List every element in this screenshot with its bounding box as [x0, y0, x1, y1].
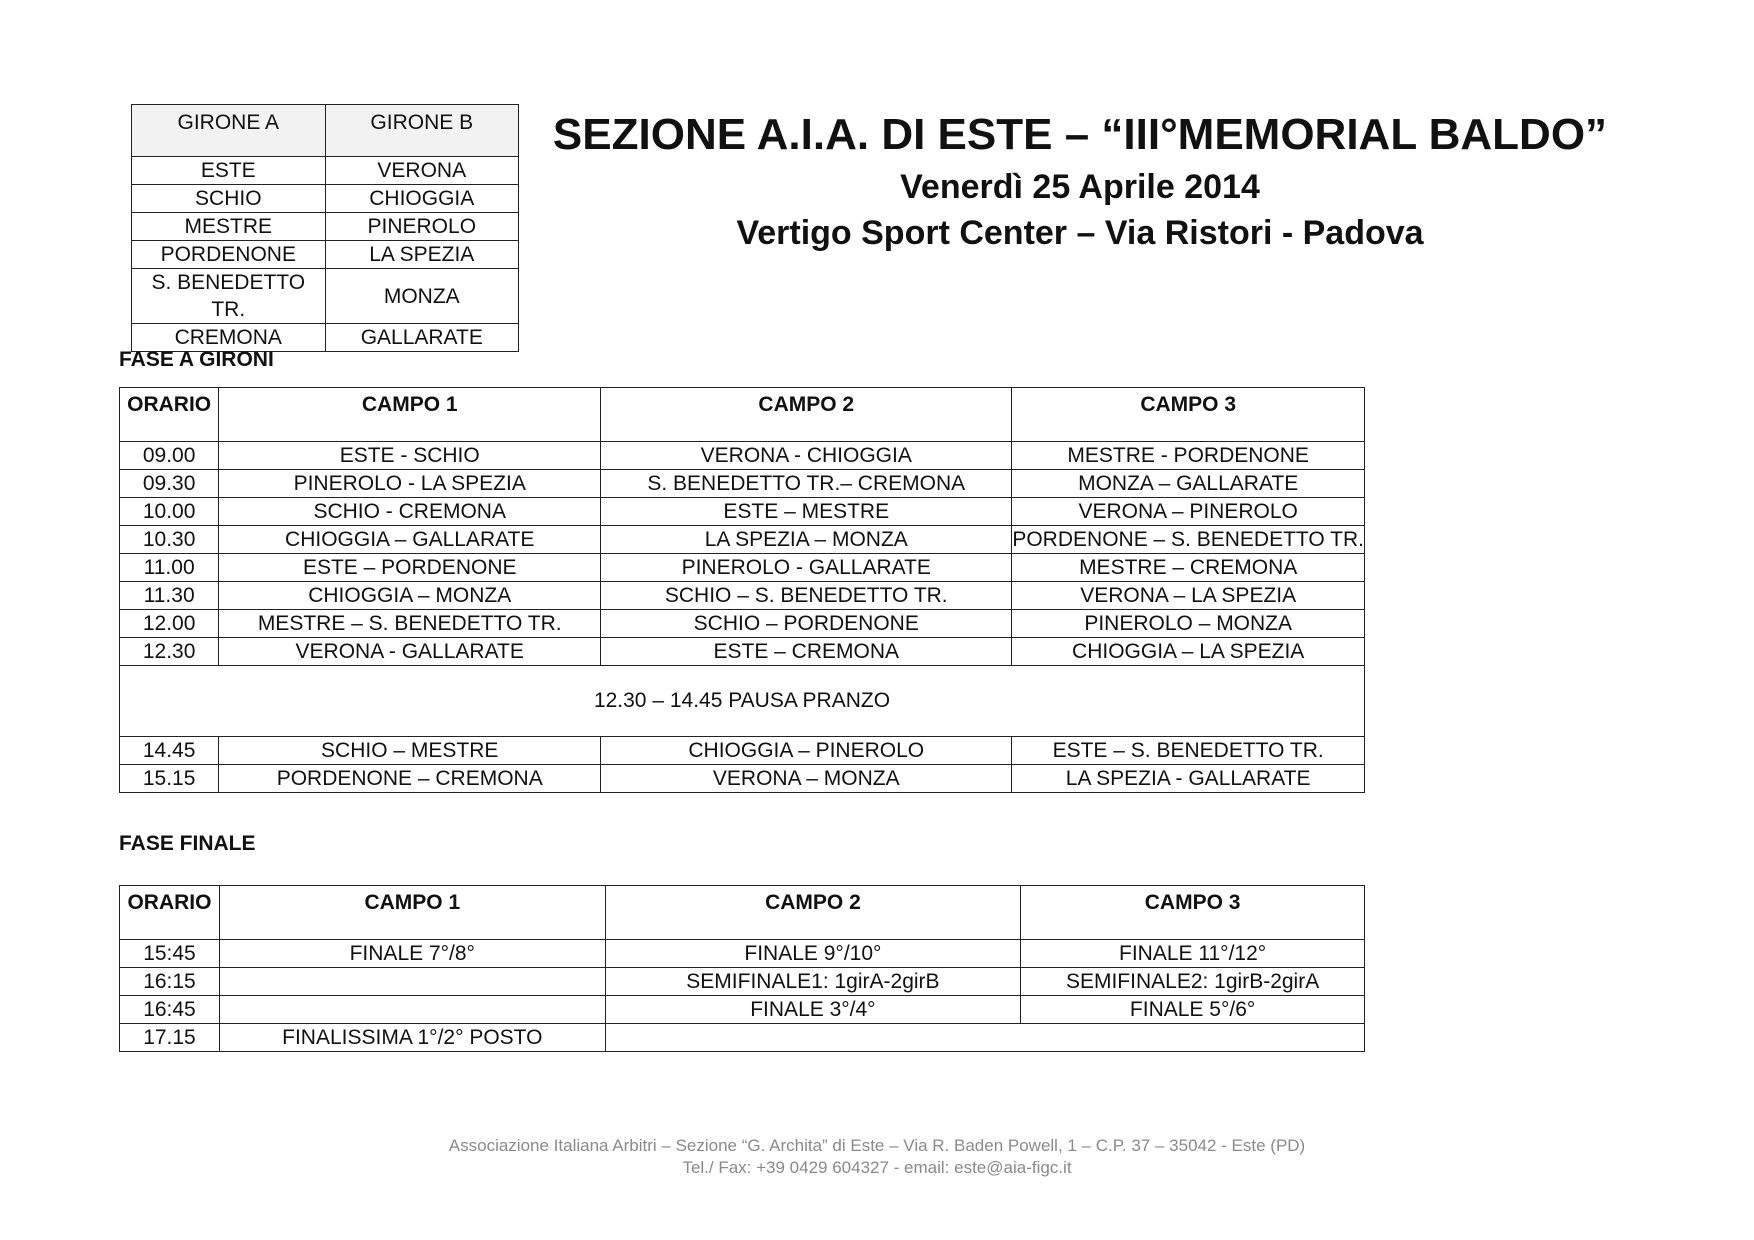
group-stage-table	[119, 387, 1365, 793]
match-field1: SCHIO – MESTRE	[219, 737, 601, 765]
match-field1: ESTE - SCHIO	[219, 442, 601, 470]
match-field3: FINALE 11°/12°	[1021, 940, 1365, 968]
match-field3: MESTRE – CREMONA	[1012, 554, 1365, 582]
group-a-team: S. BENEDETTO TR.	[132, 269, 326, 324]
group-b-team: GALLARATE	[325, 324, 518, 352]
match-field3: VERONA – PINEROLO	[1012, 498, 1365, 526]
match-field1: PINEROLO - LA SPEZIA	[219, 470, 601, 498]
match-row	[120, 554, 1365, 582]
match-field2: FINALE 3°/4°	[605, 996, 1021, 1024]
field2-column-header: CAMPO 2	[601, 388, 1012, 442]
match-time: 16:15	[120, 968, 220, 996]
match-field2: ESTE – CREMONA	[601, 638, 1012, 666]
match-row	[120, 996, 1365, 1024]
match-field3: MESTRE - PORDENONE	[1012, 442, 1365, 470]
match-field3: PORDENONE – S. BENEDETTO TR.	[1012, 526, 1365, 554]
group-a-team: PORDENONE	[132, 241, 326, 269]
match-field1	[219, 996, 605, 1024]
match-row	[120, 638, 1365, 666]
match-row	[120, 470, 1365, 498]
match-field3: MONZA – GALLARATE	[1012, 470, 1365, 498]
match-row	[120, 940, 1365, 968]
field3-column-header: CAMPO 3	[1012, 388, 1365, 442]
match-field1: FINALISSIMA 1°/2° POSTO	[219, 1024, 605, 1052]
match-row	[120, 765, 1365, 793]
match-field3: LA SPEZIA - GALLARATE	[1012, 765, 1365, 793]
groups-header-row	[132, 105, 519, 157]
group-b-team: MONZA	[325, 269, 518, 324]
group-b-header: GIRONE B	[325, 105, 518, 157]
final-stage-table	[119, 885, 1365, 1052]
match-row	[120, 968, 1365, 996]
group-a-team: MESTRE	[132, 213, 326, 241]
match-field3: VERONA – LA SPEZIA	[1012, 582, 1365, 610]
match-field1: SCHIO - CREMONA	[219, 498, 601, 526]
match-field1: PORDENONE – CREMONA	[219, 765, 601, 793]
match-field3: FINALE 5°/6°	[1021, 996, 1365, 1024]
event-venue: Vertigo Sport Center – Via Ristori - Padova	[736, 214, 1424, 252]
match-time: 15:45	[120, 940, 220, 968]
page-title: SEZIONE A.I.A. DI ESTE – “III°MEMORIAL BALDO”	[552, 110, 1608, 159]
groups-row	[132, 213, 519, 241]
match-field1	[219, 968, 605, 996]
match-field2: SCHIO – S. BENEDETTO TR.	[601, 582, 1012, 610]
group-a-team: ESTE	[132, 157, 326, 185]
groups-table	[131, 104, 519, 352]
match-field1: MESTRE – S. BENEDETTO TR.	[219, 610, 601, 638]
match-field2: ESTE – MESTRE	[601, 498, 1012, 526]
match-empty-cell	[605, 1024, 1364, 1052]
groups-row	[132, 185, 519, 213]
match-time: 15.15	[120, 765, 219, 793]
match-field3: SEMIFINALE2: 1girB-2girA	[1021, 968, 1365, 996]
lunch-break-row	[120, 666, 1365, 737]
match-field3: PINEROLO – MONZA	[1012, 610, 1365, 638]
group-a-team: CREMONA	[132, 324, 326, 352]
match-field2: SCHIO – PORDENONE	[601, 610, 1012, 638]
page-footer	[0, 1135, 1754, 1179]
lunch-break-label: 12.30 – 14.45 PAUSA PRANZO	[120, 666, 1365, 737]
match-row	[120, 498, 1365, 526]
group-b-team: LA SPEZIA	[325, 241, 518, 269]
group-a-team: SCHIO	[132, 185, 326, 213]
match-row	[120, 610, 1365, 638]
group-b-team: CHIOGGIA	[325, 185, 518, 213]
footer-contacts: Tel./ Fax: +39 0429 604327 - email: este@aia-figc.it	[682, 1158, 1072, 1177]
match-field2: CHIOGGIA – PINEROLO	[601, 737, 1012, 765]
match-time: 09.30	[120, 470, 219, 498]
groups-row	[132, 241, 519, 269]
match-time: 16:45	[120, 996, 220, 1024]
field3-column-header: CAMPO 3	[1021, 886, 1365, 940]
match-field1: FINALE 7°/8°	[219, 940, 605, 968]
group-b-team: VERONA	[325, 157, 518, 185]
field1-column-header: CAMPO 1	[219, 886, 605, 940]
group-stage-heading: FASE A GIRONI	[119, 348, 274, 371]
match-field1: CHIOGGIA – GALLARATE	[219, 526, 601, 554]
field2-column-header: CAMPO 2	[605, 886, 1021, 940]
match-time: 11.00	[120, 554, 219, 582]
match-time: 12.00	[120, 610, 219, 638]
match-time: 12.30	[120, 638, 219, 666]
match-field2: FINALE 9°/10°	[605, 940, 1021, 968]
match-field2: SEMIFINALE1: 1girA-2girB	[605, 968, 1021, 996]
match-field1: VERONA - GALLARATE	[219, 638, 601, 666]
match-field2: PINEROLO - GALLARATE	[601, 554, 1012, 582]
time-column-header: ORARIO	[120, 886, 220, 940]
final-stage-heading: FASE FINALE	[119, 832, 256, 855]
match-row	[120, 442, 1365, 470]
match-time: 11.30	[120, 582, 219, 610]
match-field2: LA SPEZIA – MONZA	[601, 526, 1012, 554]
match-field2: VERONA - CHIOGGIA	[601, 442, 1012, 470]
event-date: Venerdì 25 Aprile 2014	[900, 168, 1260, 206]
groups-row	[132, 269, 519, 324]
match-time: 14.45	[120, 737, 219, 765]
match-field1: ESTE – PORDENONE	[219, 554, 601, 582]
match-row	[120, 526, 1365, 554]
match-field2: S. BENEDETTO TR.– CREMONA	[601, 470, 1012, 498]
match-time: 10.00	[120, 498, 219, 526]
match-time: 09.00	[120, 442, 219, 470]
time-column-header: ORARIO	[120, 388, 219, 442]
match-field3: ESTE – S. BENEDETTO TR.	[1012, 737, 1365, 765]
group-a-header: GIRONE A	[132, 105, 326, 157]
footer-address: Associazione Italiana Arbitri – Sezione “G. Archita” di Este – Via R. Baden Powell, 1 – C.P. 37 – 35042 - Este (PD)	[448, 1136, 1306, 1155]
match-field1: CHIOGGIA – MONZA	[219, 582, 601, 610]
match-time: 17.15	[120, 1024, 220, 1052]
schedule-header-row	[120, 886, 1365, 940]
match-field3: CHIOGGIA – LA SPEZIA	[1012, 638, 1365, 666]
match-row	[120, 582, 1365, 610]
schedule-header-row	[120, 388, 1365, 442]
field1-column-header: CAMPO 1	[219, 388, 601, 442]
group-b-team: PINEROLO	[325, 213, 518, 241]
match-row	[120, 737, 1365, 765]
groups-row	[132, 157, 519, 185]
match-time: 10.30	[120, 526, 219, 554]
match-field2: VERONA – MONZA	[601, 765, 1012, 793]
match-row	[120, 1024, 1365, 1052]
